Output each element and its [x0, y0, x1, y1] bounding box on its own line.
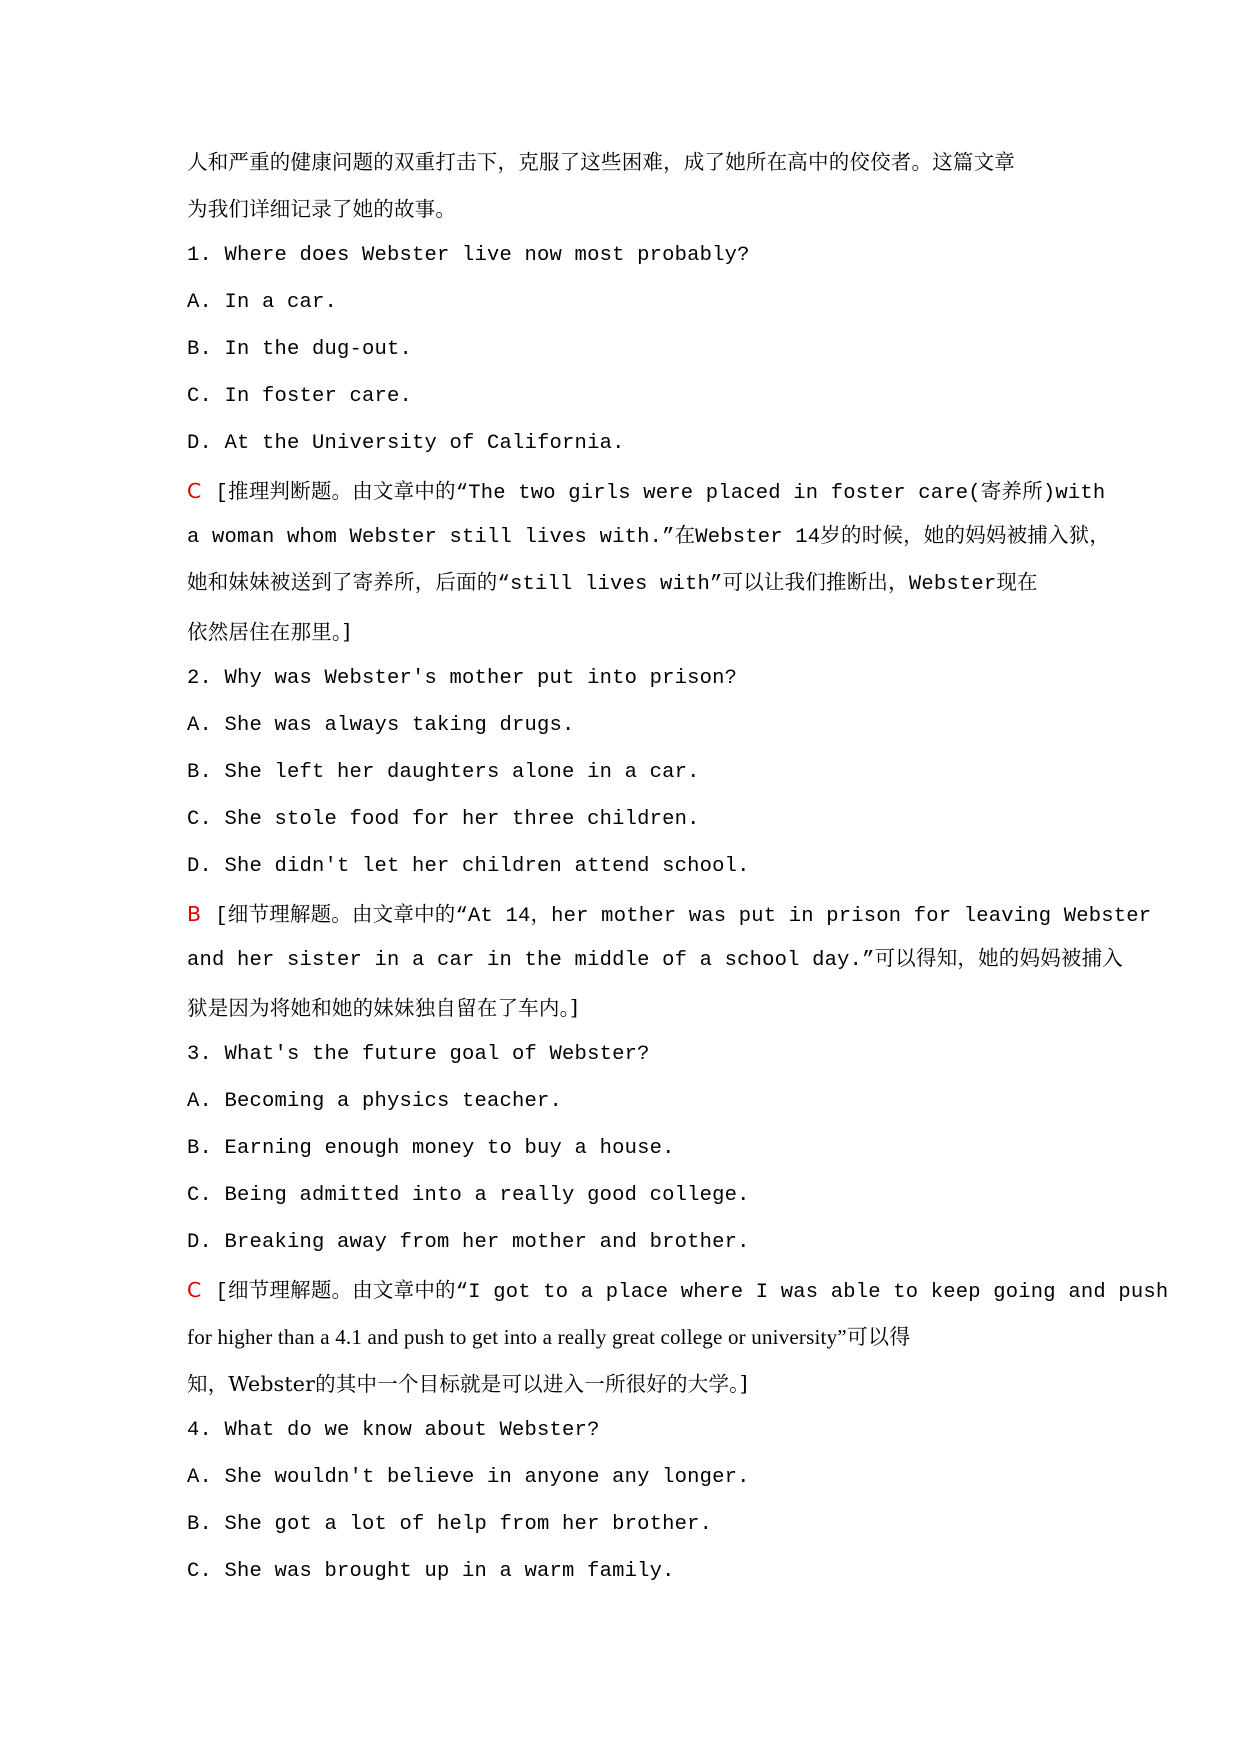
question-3-option-b: B. Earning enough money to buy a house. — [187, 1137, 675, 1160]
question-1-explanation-text: [推理判断题。由文章中的“The two girls were placed in foster care(寄养所)with — [215, 482, 1106, 505]
intro-line-1: 人和严重的健康问题的双重打击下，克服了这些困难，成了她所在高中的佼佼者。这篇文章 — [187, 150, 1015, 174]
question-3-option-c: C. Being admitted into a really good college. — [187, 1184, 750, 1207]
question-2-explanation-line-3: 狱是因为将她和她的妹妹独自留在了车内。] — [187, 996, 579, 1020]
question-3-explanation-line-3: 知，Webster的其中一个目标就是可以进入一所很好的大学。] — [187, 1372, 748, 1396]
question-3-option-a: A. Becoming a physics teacher. — [187, 1090, 563, 1113]
question-2-option-b: B. She left her daughters alone in a car. — [187, 761, 700, 784]
question-2-stem: 2. Why was Webster's mother put into prison? — [187, 667, 738, 690]
question-1-explanation-line-4: 依然居住在那里。] — [187, 620, 351, 644]
question-2-option-a: A. She was always taking drugs. — [187, 714, 575, 737]
question-2-explanation-text: [细节理解题。由文章中的“At 14，her mother was put in prison for leaving Webster — [215, 905, 1152, 928]
question-3-stem: 3. What's the future goal of Webster? — [187, 1043, 650, 1066]
question-1-option-c: C. In foster care. — [187, 385, 413, 408]
question-4-option-c: C. She was brought up in a warm family. — [187, 1560, 675, 1583]
question-2-option-c: C. She stole food for her three children. — [187, 808, 700, 831]
question-3-answer: C — [187, 1278, 202, 1302]
question-1-option-d: D. At the University of California. — [187, 432, 625, 455]
question-2-explanation-line-1 — [187, 895, 1152, 942]
question-4-option-a: A. She wouldn't believe in anyone any longer. — [187, 1466, 750, 1489]
question-1-option-a: A. In a car. — [187, 291, 338, 314]
question-1-stem: 1. Where does Webster live now most probably? — [187, 244, 750, 267]
question-3-explanation-text: [细节理解题。由文章中的“I got to a place where I was able to keep going and push — [215, 1281, 1169, 1304]
question-3-explanation-line-1 — [187, 1271, 1169, 1318]
question-4-stem: 4. What do we know about Webster? — [187, 1419, 600, 1442]
question-1-option-b: B. In the dug-out. — [187, 338, 413, 361]
question-1-explanation-line-3: 她和妹妹被送到了寄养所，后面的“still lives with”可以让我们推断出，Webster现在 — [187, 573, 1038, 596]
question-2-answer: B — [187, 902, 202, 926]
question-2-option-d: D. She didn't let her children attend school. — [187, 855, 750, 878]
question-4-option-b: B. She got a lot of help from her brother. — [187, 1513, 713, 1536]
question-2-explanation-line-2: and her sister in a car in the middle of a school day.”可以得知，她的妈妈被捕入 — [187, 949, 1124, 972]
intro-line-2: 为我们详细记录了她的故事。 — [187, 197, 457, 221]
question-1-answer: C — [187, 479, 202, 503]
question-3-option-d: D. Breaking away from her mother and brother. — [187, 1231, 750, 1254]
question-3-explanation-line-2: for higher than a 4.1 and push to get into a really great college or university”可以得 — [187, 1325, 911, 1349]
question-1-explanation-line-1 — [187, 472, 1117, 519]
page-content — [187, 143, 1169, 1600]
question-1-explanation-line-2: a woman whom Webster still lives with.”在Webster 14岁的时候，她的妈妈被捕入狱， — [187, 526, 1111, 549]
